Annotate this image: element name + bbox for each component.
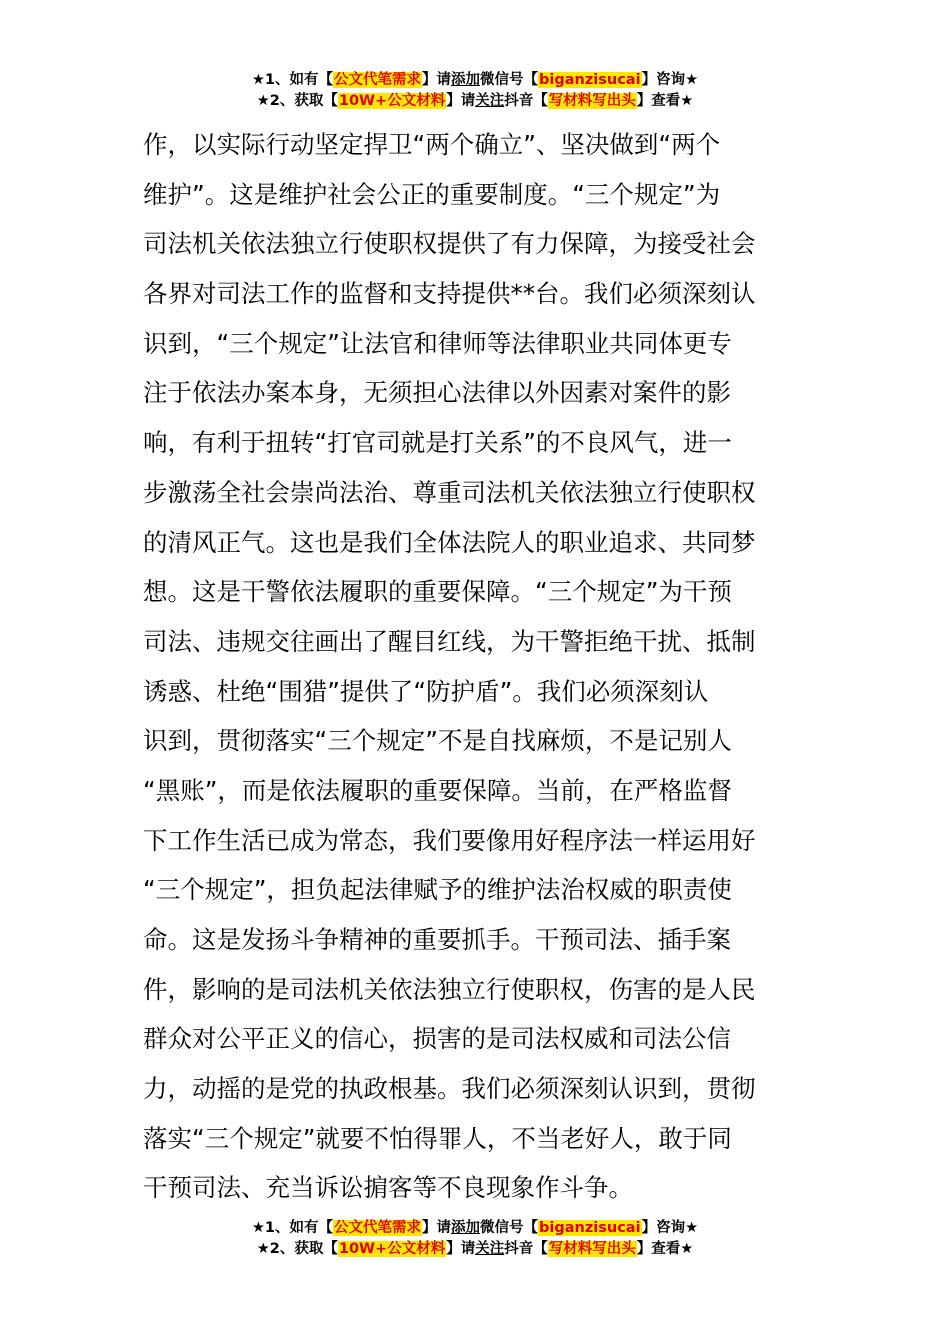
text-line: 下工作生活已成为常态，我们要像用好程序法一样运用好	[143, 825, 756, 855]
text-line: 落实“三个规定”就要不怕得罪人，不当老好人，敢于同	[143, 1123, 732, 1153]
text-line: 作，以实际行动坚定捍卫“两个确立”、坚决做到“两个	[143, 130, 721, 159]
body-text	[143, 120, 811, 1213]
highlight-douyin: 写材料写出头	[548, 93, 636, 109]
banner-line-1: ★1、如有【公文代笔需求】请添加微信号【biganzisucai】咨询★	[251, 72, 699, 88]
text-line: 力，动摇的是党的执政根基。我们必须深刻认识到，贯彻	[143, 1074, 756, 1104]
text-line: 的清风正气。这也是我们全体法院人的职业追求、共同梦	[143, 527, 756, 557]
text-line: 件，影响的是司法机关依法独立行使职权，伤害的是人民	[143, 974, 756, 1004]
text-line: 识到，“三个规定”让法官和律师等法律职业共同体更专	[143, 328, 732, 358]
banner-line-1: ★1、如有【公文代笔需求】请添加微信号【biganzisucai】咨询★	[251, 1220, 699, 1236]
text-line: 想。这是干警依法履职的重要保障。“三个规定”为干预	[143, 577, 732, 607]
text-line: 维护”。这是维护社会公正的重要制度。“三个规定”为	[143, 179, 721, 209]
highlight-materials: 10W+公文材料	[338, 1241, 446, 1257]
highlight-wechat-id: biganzisucai	[539, 72, 641, 88]
text-line: 诱惑、杜绝“围猎”提供了“防护盾”。我们必须深刻认	[143, 676, 709, 706]
header-banner	[0, 70, 950, 112]
footer-banner	[0, 1218, 950, 1260]
banner-line-2: ★2、获取【10W+公文材料】请关注抖音【写材料写出头】查看★	[256, 1241, 694, 1257]
highlight-wechat-id: biganzisucai	[539, 1220, 641, 1236]
highlight-service: 公文代笔需求	[334, 72, 422, 88]
highlight-service: 公文代笔需求	[334, 1220, 422, 1236]
text-line: “三个规定”，担负起法律赋予的维护法治权威的职责使	[143, 875, 732, 905]
text-line: 注于依法办案本身，无须担心法律以外因素对案件的影	[143, 378, 731, 408]
highlight-douyin: 写材料写出头	[548, 1241, 636, 1257]
text-line: 命。这是发扬斗争精神的重要抓手。干预司法、插手案	[143, 925, 731, 954]
text-line: 响，有利于扭转“打官司就是打关系”的不良风气，进一	[143, 428, 732, 458]
highlight-materials: 10W+公文材料	[338, 93, 446, 109]
text-line: 各界对司法工作的监督和支持提供**台。我们必须深刻认	[143, 279, 756, 309]
text-line: 司法机关依法独立行使职权提供了有力保障，为接受社会	[143, 229, 756, 259]
text-line: 司法、违规交往画出了醒目红线，为干警拒绝干扰、抵制	[143, 626, 756, 656]
text-line: 步激荡全社会崇尚法治、尊重司法机关依法独立行使职权	[143, 477, 756, 507]
text-line: 识到，贯彻落实“三个规定”不是自找麻烦，不是记别人	[143, 726, 732, 756]
text-line: “黑账”，而是依法履职的重要保障。当前，在严格监督	[143, 775, 732, 805]
text-line: 干预司法、充当诉讼掮客等不良现象作斗争。	[143, 1173, 633, 1203]
banner-line-2: ★2、获取【10W+公文材料】请关注抖音【写材料写出头】查看★	[256, 93, 694, 109]
text-line: 群众对公平正义的信心，损害的是司法权威和司法公信	[143, 1024, 731, 1054]
